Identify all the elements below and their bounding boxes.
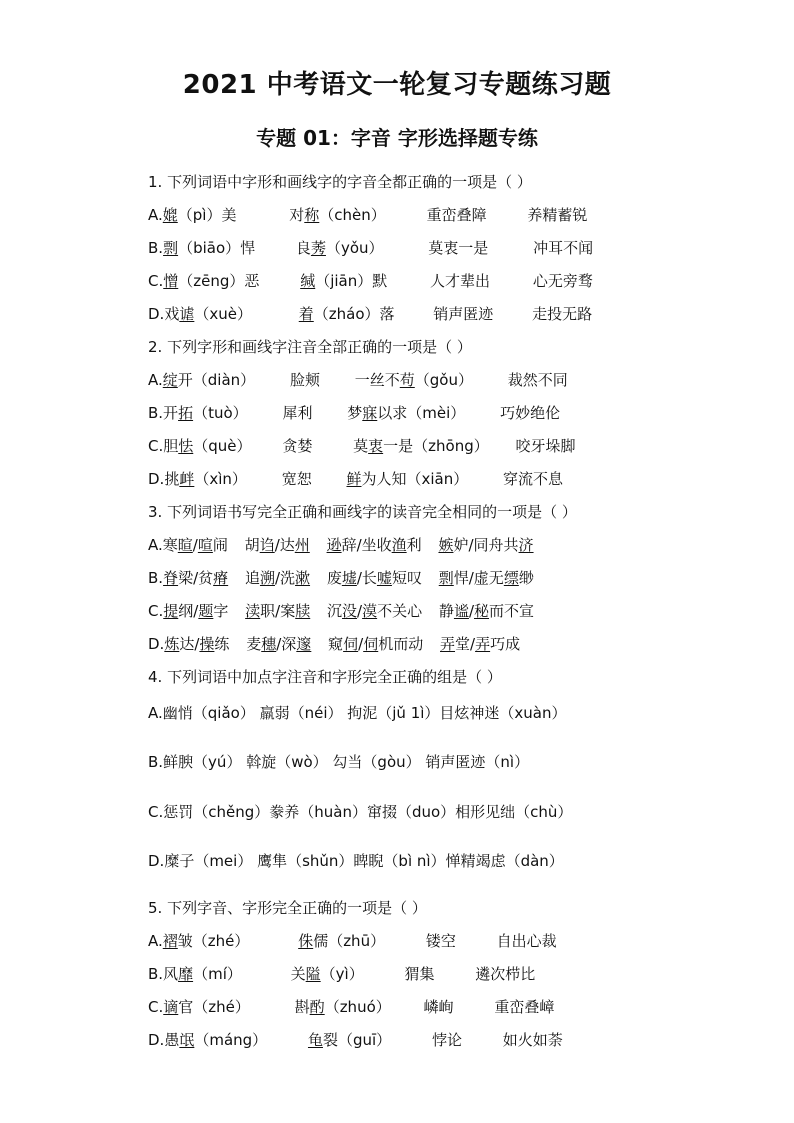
option-line: C.谪官（zhé） 斟酌（zhuó） 嶙峋 重峦叠嶂 bbox=[148, 998, 555, 1016]
option-line: C.憎（zēng）恶 缄（jiān）默 人才辈出 心无旁骛 bbox=[148, 272, 593, 290]
option-line: B.剽（biāo）悍 良莠（yǒu） 莫衷一是 冲耳不闻 bbox=[148, 239, 594, 257]
option-line: D.愚氓（máng） 龟裂（guī） 悖论 如火如荼 bbox=[148, 1031, 563, 1049]
question-stem: 5. 下列字音、字形完全正确的一项是（ ） bbox=[148, 899, 427, 917]
option-line: A.寒暄/喧闹 胡诌/达州 逊辞/坐收渔利 嫉妒/同舟共济 bbox=[148, 536, 534, 554]
option-line: D.挑衅（xìn） 宽恕 鲜为人知（xiān） 穿流不息 bbox=[148, 470, 564, 488]
option-line: A.幽悄（qiǎo） 羸弱（néi） 拘泥（jǔ 1ì）目炫神迷（xuàn） bbox=[148, 704, 567, 722]
option-line: B.风靡（mí） 关隘（yì） 猬集 遴次栉比 bbox=[148, 965, 536, 983]
question-stem: 1. 下列词语中字形和画线字的字音全都正确的一项是（ ） bbox=[148, 173, 532, 191]
question-stem: 2. 下列字形和画线字注音全部正确的一项是（ ） bbox=[148, 338, 472, 356]
page-title: 2021 中考语文一轮复习专题练习题 bbox=[182, 70, 612, 100]
option-line: B.鲜腴（yú） 斡旋（wò） 勾当（gòu） 销声匿迹（nì） bbox=[148, 753, 530, 771]
option-line: D.戏谑（xuè） 着（zháo）落 销声匿迹 走投无路 bbox=[148, 305, 593, 323]
option-line: C.胆怯（què） 贪婪 莫衷一是（zhōng） 咬牙垛脚 bbox=[148, 437, 576, 455]
option-line: A.褶皱（zhé） 侏儒（zhū） 镂空 自出心裁 bbox=[148, 932, 557, 950]
option-line: B.开拓（tuò） 犀利 梦寐以求（mèi） 巧妙绝伦 bbox=[148, 404, 561, 422]
option-line: D.炼达/操练 麦穗/深邃 窥伺/伺机而动 弄堂/弄巧成 bbox=[148, 635, 521, 653]
question-stem: 3. 下列词语书写完全正确和画线字的读音完全相同的一项是（ ） bbox=[148, 503, 577, 521]
question-stem: 4. 下列词语中加点字注音和字形完全正确的组是（ ） bbox=[148, 668, 502, 686]
option-line: A.媲（pì）美 对称（chèn） 重峦叠障 养精蓄锐 bbox=[148, 206, 588, 224]
page-subtitle: 专题 01：字音 字形选择题专练 bbox=[256, 126, 538, 150]
option-line: C.提纲/题字 渎职/案牍 沉没/漠不关心 静谧/秘而不宣 bbox=[148, 602, 535, 620]
option-line: B.脊梁/贫瘠 追溯/洗漱 废墟/长嘘短叹 剽悍/虚无缥缈 bbox=[148, 569, 534, 587]
option-line: A.绽开（diàn） 脸颊 一丝不苟（gǒu） 裁然不同 bbox=[148, 371, 568, 389]
option-line: D.糜子（mei） 鹰隼（shǔn）睥睨（bì nì）惮精竭虑（dàn） bbox=[148, 852, 564, 870]
option-line: C.惩罚（chěng）豢养（huàn）窜掇（duo）相形见绌（chù） bbox=[148, 803, 573, 821]
